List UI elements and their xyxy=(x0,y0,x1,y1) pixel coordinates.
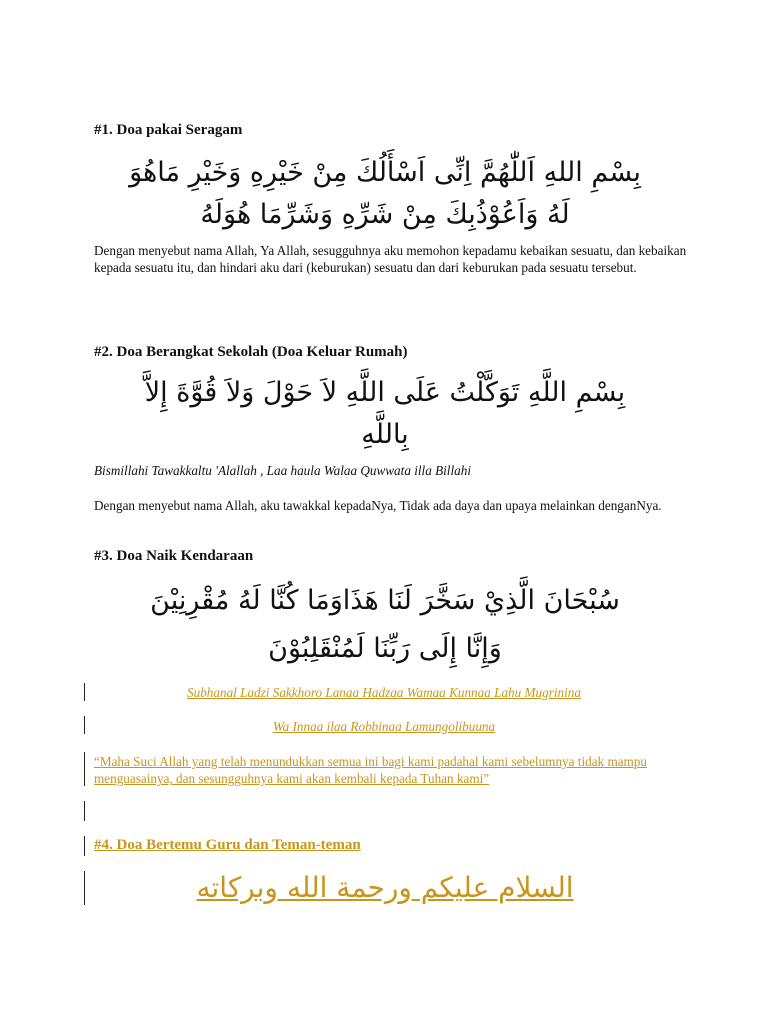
section-1-meaning: Dengan menyebut nama Allah, Ya Allah, sesugguhnya aku memohon kepadamu kebaikan sesuatu, dan kebaikan kepada sesuatu itu, dan hindari aku dari (keburukan) sesuatu dan dari keburukan pada sesuatu tersebut. xyxy=(94,243,687,276)
section-4-arabic[interactable]: السلام عليكم ورحمة الله وبركاته xyxy=(196,871,574,904)
change-marker xyxy=(84,836,85,856)
change-marker xyxy=(84,752,85,786)
section-1-arabic xyxy=(90,152,680,236)
section-2-arabic-line-1: بِسْمِ اللَّهِ تَوَكَّلْتُ عَلَى اللَّهِ لاَ حَوْلَ وَلاَ قُوَّةَ إِلاَّ xyxy=(144,377,626,408)
section-3-latin-line-2[interactable]: Wa Innaa ilaa Robbinaa Lamungolibuuna xyxy=(272,719,496,734)
section-3-arabic-line-2: وَإِنَّا إِلَى رَبِّنَا لَمُنْقَلِبُوْنَ xyxy=(268,632,502,664)
section-3-arabic xyxy=(90,580,680,670)
section-3-arabic-line-1: سُبْحَانَ الَّذِيْ سَخَّرَ لَنَا هَذَاوَمَا كُنَّا لَهُ مُقْرِنِيْنَ xyxy=(150,585,620,616)
section-2-arabic xyxy=(90,372,680,456)
section-3-title: #3. Doa Naik Kendaraan xyxy=(94,548,254,564)
change-marker xyxy=(84,801,85,821)
section-1-arabic-line-1: بِسْمِ اللهِ اَللّٰهُمَّ اِنِّى اَسْأَلُكَ مِنْ خَيْرِهِ وَخَيْرِ مَاهُوَ xyxy=(129,157,641,188)
section-2-arabic-line-2: بِاللَّهِ xyxy=(361,418,409,450)
section-2-title: #2. Doa Berangkat Sekolah (Doa Keluar Rumah) xyxy=(94,344,408,360)
section-1-arabic-line-2: لَهُ وَاَعُوْذُبِكَ مِنْ شَرِّهِ وَشَرِّمَا هُوَلَهُ xyxy=(200,198,570,230)
section-4-title[interactable]: #4. Doa Bertemu Guru dan Teman-teman xyxy=(94,837,361,853)
change-marker xyxy=(84,871,85,905)
section-3-meaning[interactable]: “Maha Suci Allah yang telah menundukkan semua ini bagi kami padahal kami sebelumnya tidak mampu menguasainya, dan sesungguhnya kami akan kembali kepada Tuhan kami” xyxy=(94,754,647,787)
section-2-latin: Bismillahi Tawakkaltu 'Alallah , Laa haula Walaa Quwwata illa Billahi xyxy=(94,463,471,478)
section-2-meaning: Dengan menyebut nama Allah, aku tawakkal kepadaNya, Tidak ada daya dan upaya melainkan denganNya. xyxy=(94,498,662,513)
section-1-title: #1. Doa pakai Seragam xyxy=(94,122,243,138)
section-3-latin-line-1[interactable]: Subhanal Ladzi Sakkhoro Lanaa Hadzaa Wamaa Kunnaa Lahu Mugrinina xyxy=(187,685,581,700)
